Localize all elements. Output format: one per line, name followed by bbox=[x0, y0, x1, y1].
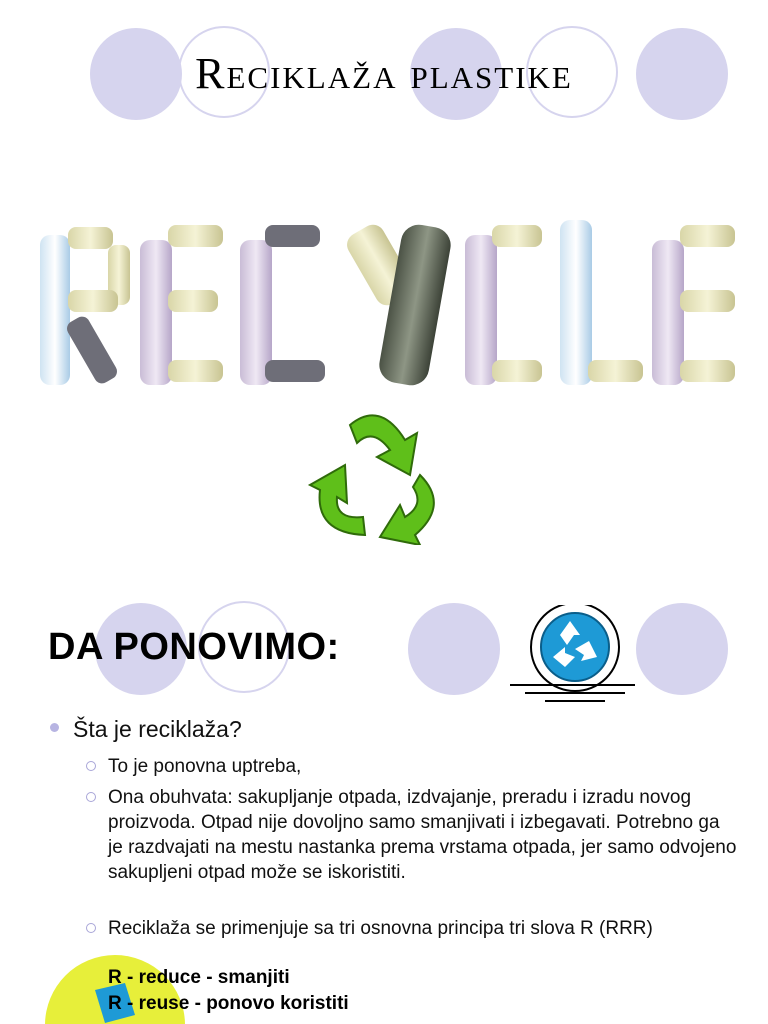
list-item: Reciklaža se primenjuje sa tri osnovna principa tri slova R (RRR) bbox=[108, 916, 738, 941]
bullet-dot-icon bbox=[50, 723, 59, 732]
slide-title: Reciklaža plastike bbox=[195, 49, 573, 98]
deco-circle bbox=[636, 603, 728, 695]
recycle-arrows-icon bbox=[305, 405, 450, 545]
slide-title: DA PONOVIMO: bbox=[48, 626, 340, 668]
list-item: To je ponovna uptreba, bbox=[108, 754, 738, 779]
list-item: Ona obuhvata: sakupljanje otpada, izdvajanje, preradu i izradu novog proizvoda. Otpad nije dovoljno samo smanjivati i izbegavati. Potrebno ga je razdvajati na mestu nastanka prema vrstama otpada, jer samo odvojeno sakupljeni otpad može se iskoristiti. bbox=[108, 787, 737, 883]
rrr-item: R - reduce - smanjiti bbox=[108, 967, 290, 988]
deco-circle bbox=[408, 603, 500, 695]
rrr-item: R - reuse - ponovo koristiti bbox=[108, 993, 349, 1014]
recycle-globe-icon bbox=[505, 605, 635, 705]
bullet-question: Šta je reciklaža? bbox=[50, 716, 242, 743]
recycle-bottles-illustration bbox=[40, 215, 740, 395]
